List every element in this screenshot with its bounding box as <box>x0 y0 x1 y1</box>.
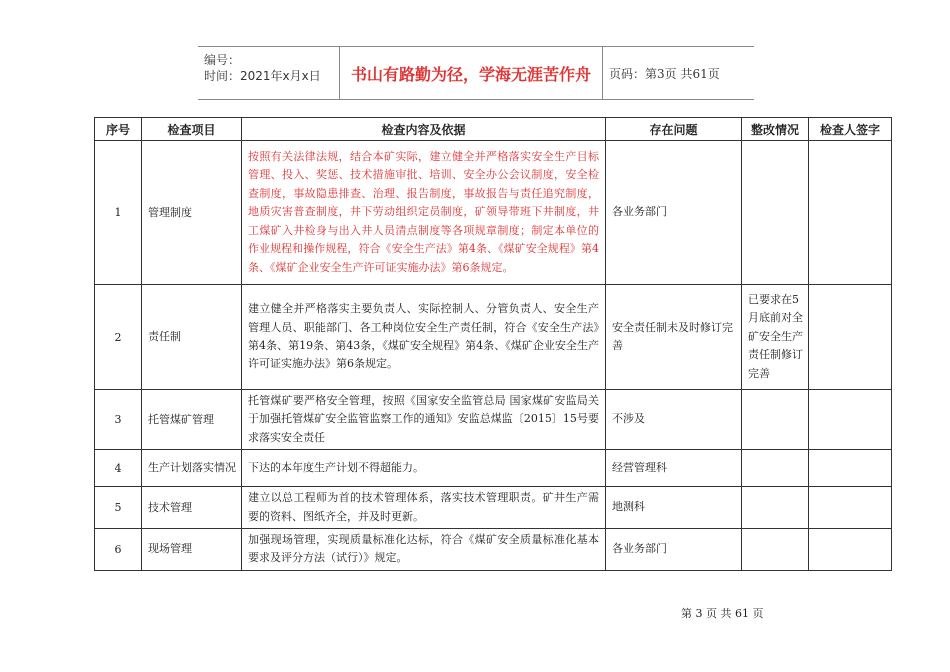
row-signature <box>809 450 892 487</box>
row-content: 托管煤矿要严格安全管理，按照《国家安全监管总局 国家煤矿安监局关于加强托管煤矿安全监管监察工作的通知》安监总煤监〔2015〕15号要求落实安全责任 <box>242 390 606 450</box>
row-rectification <box>742 390 809 450</box>
column-header-content: 检查内容及依据 <box>242 118 606 141</box>
row-rectification: 已要求在5月底前对全矿安全生产责任制修订完善 <box>742 285 809 390</box>
row-signature <box>809 285 892 390</box>
header-meta <box>198 47 340 99</box>
row-item: 生产计划落实情况 <box>142 450 242 487</box>
row-signature <box>809 487 892 529</box>
page-footer-number: 第 3 页 共 61 页 <box>681 607 764 620</box>
table-row <box>95 285 892 390</box>
row-item: 托管煤矿管理 <box>142 390 242 450</box>
row-content: 加强现场管理，实现质量标准化达标，符合《煤矿安全质量标准化基本要求及评分方法（试行）》规定。 <box>242 529 606 571</box>
page-header <box>198 46 754 100</box>
column-header-signature: 检查人签字 <box>809 118 892 141</box>
header-page-code: 页码：第3页 共61页 <box>609 66 720 81</box>
column-header-rectification: 整改情况 <box>742 118 809 141</box>
row-number: 6 <box>95 529 142 571</box>
row-item: 责任制 <box>142 285 242 390</box>
row-item: 现场管理 <box>142 529 242 571</box>
row-content: 建立健全并严格落实主要负责人、实际控制人、分管负责人、安全生产管理人员、职能部门、各工种岗位安全生产责任制，符合《安全生产法》第4条、第19条、第43条，《煤矿安全规程》第4条、《煤矿企业安全生产许可证实施办法》第6条规定。 <box>242 285 606 390</box>
row-signature <box>809 529 892 571</box>
row-number: 5 <box>95 487 142 529</box>
row-number: 4 <box>95 450 142 487</box>
inspection-table <box>94 117 892 571</box>
row-number: 2 <box>95 285 142 390</box>
row-rectification <box>742 529 809 571</box>
row-issue: 各业务部门 <box>606 529 742 571</box>
row-number: 1 <box>95 141 142 285</box>
column-header-item: 检查项目 <box>142 118 242 141</box>
column-header-no: 序号 <box>95 118 142 141</box>
row-issue: 不涉及 <box>606 390 742 450</box>
row-signature <box>809 390 892 450</box>
row-rectification <box>742 450 809 487</box>
row-content: 按照有关法律法规，结合本矿实际，建立健全并严格落实安全生产目标管理、投入、奖惩、技术措施审批、培训、安全办公会议制度，安全检查制度，事故隐患排查、治理、报告制度，事故报告与责任追究制度，地质灾害普查制度，井下劳动组织定员制度，矿领导带班下井制度，井工煤矿入井检身与出入井人员清点制度等各项规章制度；制定本单位的作业规程和操作规程，符合《安全生产法》第4条、《煤矿安全规程》第4条、《煤矿企业安全生产许可证实施办法》第6条规定。 <box>242 141 606 285</box>
row-issue: 安全责任制未及时修订完善 <box>606 285 742 390</box>
row-item: 管理制度 <box>142 141 242 285</box>
row-issue: 各业务部门 <box>606 141 742 285</box>
document-time-label: 时间：2021年x月x日 <box>204 69 321 83</box>
table-row <box>95 390 892 450</box>
document-number-label: 编号： <box>204 53 241 67</box>
table-row <box>95 529 892 571</box>
row-content: 下达的本年度生产计划不得超能力。 <box>242 450 606 487</box>
table-header-row <box>95 118 892 141</box>
table-row <box>95 450 892 487</box>
row-content: 建立以总工程师为首的技术管理体系，落实技术管理职责。矿井生产需要的资料、图纸齐全，并及时更新。 <box>242 487 606 529</box>
row-rectification <box>742 487 809 529</box>
row-rectification <box>742 141 809 285</box>
column-header-issue: 存在问题 <box>606 118 742 141</box>
row-issue: 地测科 <box>606 487 742 529</box>
table-row <box>95 487 892 529</box>
row-number: 3 <box>95 390 142 450</box>
header-motto: 书山有路勤为径，学海无涯苦作舟 <box>340 47 603 99</box>
row-issue: 经营管理科 <box>606 450 742 487</box>
table-row <box>95 141 892 285</box>
row-item: 技术管理 <box>142 487 242 529</box>
row-signature <box>809 141 892 285</box>
